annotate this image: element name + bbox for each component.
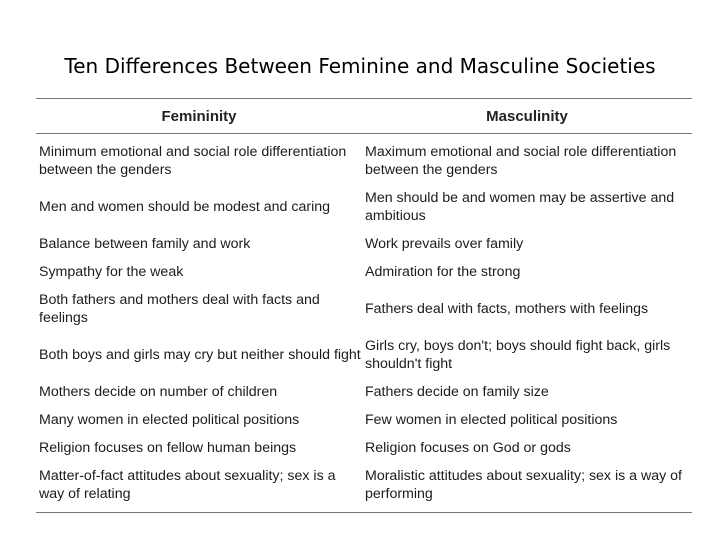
femininity-cell: Balance between family and work (39, 235, 251, 252)
masculinity-cell: Work prevails over family (365, 235, 524, 252)
table-row (36, 332, 692, 378)
table-row (36, 138, 692, 184)
femininity-cell: Matter-of-fact attitudes about sexuality; sex is a way of relating (39, 467, 336, 502)
table-row (36, 184, 692, 230)
masculinity-cell: Admiration for the strong (365, 263, 521, 280)
masculinity-cell: Moralistic attitudes about sexuality; sex is a way of performing (365, 467, 682, 502)
femininity-cell: Men and women should be modest and caring (39, 198, 331, 215)
femininity-cell: Many women in elected political positions (39, 411, 300, 428)
femininity-cell: Mothers decide on number of children (39, 383, 278, 400)
comparison-table (36, 98, 692, 513)
masculinity-cell: Fathers decide on family size (365, 383, 549, 400)
masculinity-cell: Few women in elected political positions (365, 411, 618, 428)
column-header-masculinity: Masculinity (486, 107, 568, 125)
table-row (36, 258, 692, 286)
femininity-cell: Both boys and girls may cry but neither should fight (39, 346, 361, 363)
masculinity-cell: Maximum emotional and social role differentiation between the genders (365, 143, 677, 178)
column-header-femininity: Femininity (161, 107, 237, 125)
table-row (36, 462, 692, 508)
page-title: Ten Differences Between Feminine and Masculine Societies (64, 54, 656, 78)
table-row (36, 286, 692, 332)
table-header (36, 99, 692, 134)
masculinity-cell: Girls cry, boys don't; boys should fight back, girls shouldn't fight (365, 337, 671, 372)
table-row (36, 434, 692, 462)
masculinity-cell: Men should be and women may be assertive and ambitious (365, 189, 675, 224)
femininity-cell: Religion focuses on fellow human beings (39, 439, 297, 456)
table-row (36, 406, 692, 434)
table-row (36, 230, 692, 258)
femininity-cell: Both fathers and mothers deal with facts and feelings (39, 291, 320, 326)
table-row (36, 378, 692, 406)
table-body (36, 134, 692, 512)
femininity-cell: Sympathy for the weak (39, 263, 184, 280)
femininity-cell: Minimum emotional and social role differentiation between the genders (39, 143, 347, 178)
masculinity-cell: Religion focuses on God or gods (365, 439, 571, 456)
masculinity-cell: Fathers deal with facts, mothers with feelings (365, 300, 649, 317)
